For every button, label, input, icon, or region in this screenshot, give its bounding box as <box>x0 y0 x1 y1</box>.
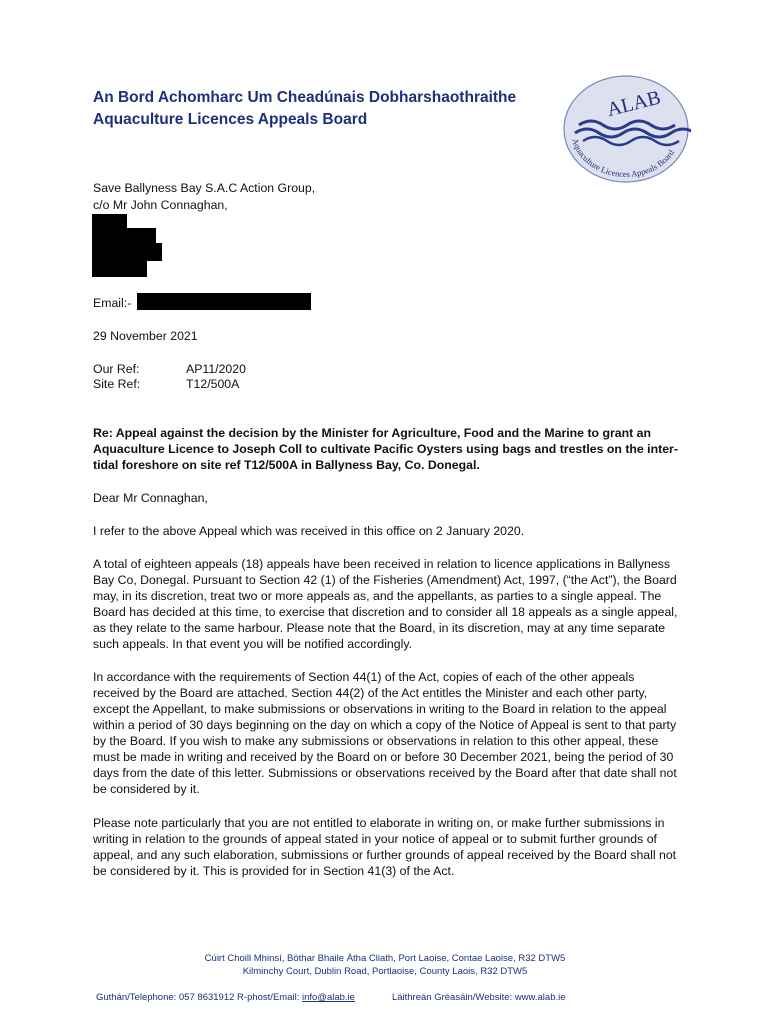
body-paragraph-4: Please note particularly that you are not entitled to elaborate in writing on, or make further submissions in writing in relation to the grounds of appeal stated in your notice of appeal or to submit further grounds of appeal, and any such elaboration, submissions or further grounds of appeal received by the Board shall not be considered by it. This is provided for in Section 41(3) of the Act. <box>93 816 677 878</box>
site-ref-row <box>93 376 678 392</box>
our-ref-label: Our Ref: <box>93 362 140 376</box>
board-name-english: Aquaculture Licences Appeals Board <box>93 111 368 128</box>
logo-ring-text: Aquaculture Licences Appeals Board <box>570 137 677 180</box>
alab-logo <box>561 73 691 185</box>
footer-address-irish: Cúirt Choill Mhinsí, Bóthar Bhaile Átha Cliath, Port Laoise, Contae Laoise, R32 DTW5 <box>204 953 566 964</box>
recipient-line-1: Save Ballyness Bay S.A.C Action Group, <box>93 181 316 195</box>
site-ref-label: Site Ref: <box>93 377 141 391</box>
footer-phone: Guthán/Telephone: 057 8631912 R-phost/Email: <box>96 992 302 1003</box>
recipient-line-2: c/o Mr John Connaghan, <box>93 198 228 212</box>
site-ref-value: T12/500A <box>186 377 240 391</box>
body-paragraph-2: A total of eighteen appeals (18) appeals have been received in relation to licence applications in Ballyness Bay Co, Donegal. Pursuant to Section 42 (1) of the Fisheries (Amendment) Act, 1997, (“the Act”), the Board may, in its discretion, treat two or more appeals as, and the appellants, as parties to a single appeal. The Board has decided at this time, to exercise that discretion and to consider all 18 appeals as a single appeal, as they relate to the same harbour. Please note that the Board, in its discretion, may at any time separate such appeals. In that event you will be notified accordingly. <box>93 557 678 651</box>
body-paragraph-1: I refer to the above Appeal which was received in this office on 2 January 2020. <box>93 524 525 538</box>
email-label: Email:- <box>93 296 132 310</box>
footer-website: Láithreán Gréasáin/Website: www.alab.ie <box>391 992 566 1003</box>
subject-line: Re: Appeal against the decision by the Minister for Agriculture, Food and the Marine to grant an Aquaculture Licence to Joseph Coll to cultivate Pacific Oysters using bags and trestles on the inter-tidal foreshore on site ref T12/500A in Ballyness Bay, Co. Donegal. <box>93 426 678 472</box>
redacted-block <box>92 214 127 228</box>
redacted-block <box>92 228 156 243</box>
footer-address-english: Kilminchy Court, Dublin Road, Portlaoise, County Laois, R32 DTW5 <box>242 966 528 977</box>
footer-contact <box>96 992 566 1003</box>
redacted-email <box>137 293 311 310</box>
board-name-irish: An Bord Achomharc Um Cheadúnais Dobharshaothraithe <box>93 89 517 106</box>
redacted-block <box>92 243 162 261</box>
footer-email-link[interactable]: info@alab.ie <box>301 992 355 1003</box>
redacted-block <box>92 261 147 277</box>
letter-date: 29 November 2021 <box>93 329 198 343</box>
our-ref-row <box>93 361 678 377</box>
logo-title: ALAB <box>604 86 663 122</box>
salutation: Dear Mr Connaghan, <box>93 491 208 505</box>
body-paragraph-3: In accordance with the requirements of Section 44(1) of the Act, copies of each of the other appeals received by the Board are attached. Section 44(2) of the Act entitles the Minister and each other party, except the Appellant, to make submissions or observations in writing to the Board in relation to the appeal within a period of 30 days beginning on the day on which a copy of the Notice of Appeal is sent to that party by the Board. If you wish to make any submissions or observations in relation to this other appeal, these must be made in writing and received by the Board on or before 30 December 2021, being the period of 30 days from the date of this letter. Submissions or observations received by the Board after that date shall not be considered by it. <box>93 670 677 796</box>
our-ref-value: AP11/2020 <box>186 362 246 376</box>
